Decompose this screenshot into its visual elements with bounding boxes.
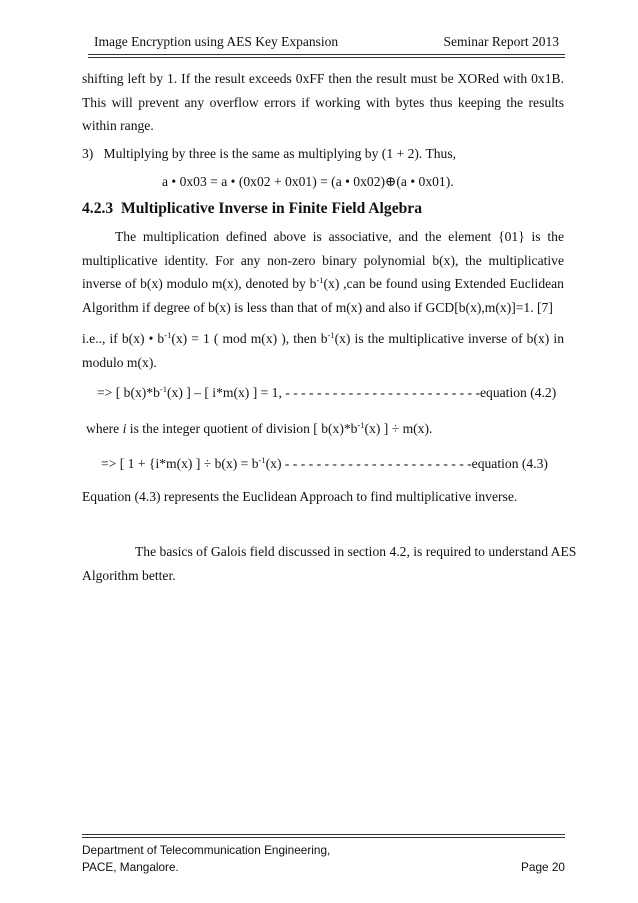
paragraph-ie [82,327,564,374]
text-fragment: i.e.., if b(x) • b [82,331,165,346]
superscript: -1 [159,384,167,394]
text-fragment: inverse of b(x) modulo m(x), denoted by b [82,276,317,291]
text-line: Algorithm better. [82,567,176,583]
text-line: The basics of Galois field discussed in section 4.2, is required to understand AES [135,544,577,559]
text-fragment: (x) ] ÷ m(x). [364,421,433,436]
page-header [88,34,565,53]
text-line: This will prevent any overflow errors if working with bytes thus keeping the results [82,94,564,110]
text-line [86,417,568,441]
superscript: -1 [357,420,365,430]
section-number: 4.2.3 [82,200,114,217]
text-fragment: (x) - - - - - - - - - - - - - - - - - - - - - - - -equation (4.3) [265,456,548,471]
text-line: Equation (4.3) represents the Euclidean Approach to find multiplicative inverse. [82,489,518,504]
where-clause [86,417,568,441]
footer-rule [82,834,565,835]
footer-row [82,859,565,876]
text-fragment: is the integer quotient of division [ b(x)*b [126,421,358,436]
text-fragment: where [86,421,123,436]
text-fragment: (x) ] – [ i*m(x) ] = 1, - - - - - - - - - - - - - - - - - - - - - - - - -equation (4.2) [167,385,557,400]
section-title: Multiplicative Inverse in Finite Field Algebra [120,200,423,217]
text-line: Algorithm if degree of b(x) is less than that of m(x) and also if GCD[b(x),m(x)]=1. [7] [82,299,553,315]
text-line [82,327,564,351]
superscript: -1 [258,455,266,465]
text-line: within range. [82,118,154,133]
list-item-text: 3) Multiplying by three is the same as multiplying by (1 + 2). Thus, [82,146,457,161]
superscript: -1 [316,275,324,285]
text-line: shifting left by 1. If the result exceeds 0xFF then the result must be XORed with 0x1B. [82,71,564,86]
paragraph-shifting [82,67,564,138]
header-rule [88,54,565,55]
paragraph-inverse [82,225,564,319]
text-line: modulo m(x). [82,354,157,370]
footer-rule-thin [82,837,565,838]
header-report: Seminar Report 2013 [443,34,559,49]
page-number: Page 20 [521,860,565,874]
text-fragment: (x) = 1 ( mod m(x) ), then b [171,331,328,346]
text-line: multiplicative identity. For any non-zero binary polynomial b(x), the multiplicative [82,252,564,268]
header-rule-thin [88,57,565,58]
superscript: -1 [164,330,172,340]
italic-variable: i [122,421,127,436]
text-line: The multiplication defined above is associative, and the element {01} is the [115,229,564,244]
equation-4-3 [101,452,567,476]
text-fragment: (x) ,can be found using Extended Euclidean [323,276,564,291]
text-fragment: => [ 1 + {i*m(x) ] ÷ b(x) = b [101,456,259,471]
footer-institution: PACE, Mangalore. [82,860,179,874]
equation-text [101,452,567,476]
section-heading [82,200,564,218]
text-line [82,272,564,296]
superscript: -1 [327,330,335,340]
paragraph-euclidean [82,485,564,509]
paragraph-galois [82,540,577,587]
list-item-3 [82,142,564,166]
footer-department: Department of Telecommunication Engineering, [82,843,331,857]
header-title: Image Encryption using AES Key Expansion [94,34,339,49]
text-fragment: => [ b(x)*b [97,385,160,400]
equation-text [97,381,567,405]
equation-4-2 [97,381,567,405]
equation-text: a • 0x03 = a • (0x02 + 0x01) = (a • 0x02)⊕(a • 0x01). [162,174,454,189]
equation-multiply-three [162,170,562,194]
page-footer [82,842,565,876]
text-fragment: (x) is the multiplicative inverse of b(x) in [334,331,564,346]
